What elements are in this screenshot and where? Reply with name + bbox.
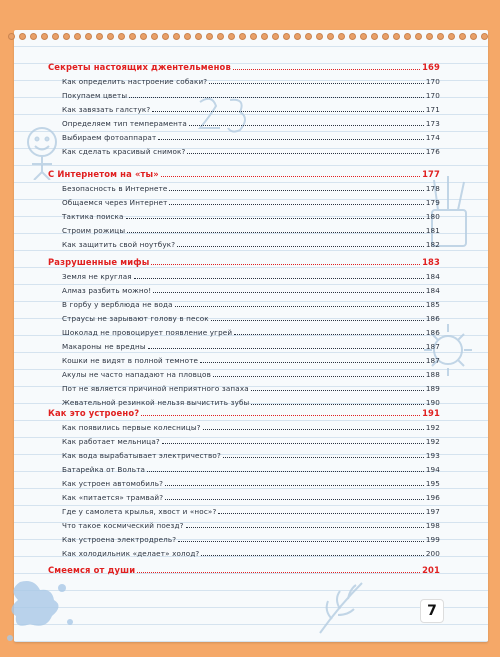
toc-entry[interactable] [48,544,440,558]
leader-dots [186,526,424,528]
binding-hole [52,33,59,40]
binding-hole [140,33,147,40]
toc-entry[interactable] [48,128,440,142]
toc-section-heading[interactable] [48,58,440,72]
binding-hole [74,33,81,40]
leader-dots [223,456,424,458]
binding-hole [338,33,345,40]
binding-hole [382,33,389,40]
entry-title: Как «питается» трамвай? [62,493,164,502]
leader-dots [165,484,424,486]
binding-hole [63,33,70,40]
leader-dots [213,375,424,377]
toc-entry[interactable] [48,502,440,516]
section-page: 191 [422,408,440,418]
section-page: 169 [422,62,440,72]
toc-entry[interactable] [48,530,440,544]
entry-title: Как устроена электродрель? [62,535,177,544]
leader-dots [137,571,420,573]
binding-hole [272,33,279,40]
binding-hole [294,33,301,40]
entry-title: Земля не круглая [62,272,132,281]
leader-dots [187,152,423,154]
entry-title: Что такое космический поезд? [62,521,184,530]
binding-hole [316,33,323,40]
toc-entry[interactable] [48,446,440,460]
entry-title: Как холодильник «делает» холод? [62,549,200,558]
binding-hole [305,33,312,40]
entry-page: 198 [425,521,440,530]
section-title: Разрушенные мифы [48,257,150,267]
entry-page: 173 [425,119,440,128]
entry-title: Безопасность в Интернете [62,184,168,193]
entry-page: 195 [425,479,440,488]
binding-hole [85,33,92,40]
toc-section-heading[interactable] [48,253,440,267]
toc-entry[interactable] [48,295,440,309]
toc-entry[interactable] [48,460,440,474]
leaf-doodle-icon [310,575,370,635]
binding-hole [327,33,334,40]
entry-title: Где у самолета крылья, хвост и «нос»? [62,507,217,516]
entry-page: 171 [425,105,440,114]
toc-entry[interactable] [48,100,440,114]
entry-title: Жевательной резинкой нельзя вычистить зубы [62,398,250,407]
section-page: 177 [422,169,440,179]
entry-page: 184 [425,272,440,281]
toc-entry[interactable] [48,309,440,323]
entry-title: Строим рожицы [62,226,126,235]
entry-title: Шоколад не провоцирует появление угрей [62,328,233,337]
toc-entry[interactable] [48,142,440,156]
binding-hole [173,33,180,40]
entry-page: 196 [425,493,440,502]
binding-hole [371,33,378,40]
leader-dots [151,263,420,265]
entry-title: Как работает мельница? [62,437,160,446]
binding-hole [217,33,224,40]
entry-title: Страусы не зарывают голову в песок [62,314,209,323]
section-page: 183 [422,257,440,267]
leader-dots [134,277,424,279]
binding-hole [415,33,422,40]
leader-dots [189,124,424,126]
leader-dots [175,305,424,307]
toc-entry[interactable] [48,193,440,207]
section-title: С Интернетом на «ты» [48,169,159,179]
entry-title: Выбираем фотоаппарат [62,133,157,142]
toc-entry[interactable] [48,418,440,432]
leader-dots [233,68,420,70]
entry-title: Как завязать галстук? [62,105,151,114]
entry-page: 199 [425,535,440,544]
entry-page: 187 [425,342,440,351]
page-number: 7 [420,599,444,623]
entry-title: Как определить настроение собаки? [62,77,208,86]
toc-section [48,165,440,249]
entry-page: 178 [425,184,440,193]
binding-hole [184,33,191,40]
binding-hole [470,33,477,40]
leader-dots [251,389,424,391]
leader-dots [147,470,424,472]
binding-hole [151,33,158,40]
binding-hole [239,33,246,40]
entry-page: 176 [425,147,440,156]
leader-dots [200,361,424,363]
section-title: Секреты настоящих джентельменов [48,62,231,72]
binding-hole [118,33,125,40]
binding-hole [107,33,114,40]
binding-hole [19,33,26,40]
entry-page: 182 [425,240,440,249]
entry-title: Как защитить свой ноутбук? [62,240,176,249]
section-title: Смеемся от души [48,565,136,575]
binding-hole [96,33,103,40]
leader-dots [141,414,420,416]
entry-title: Как появились первые колесницы? [62,423,201,432]
spiral-binding [8,33,492,43]
entry-title: Батарейка от Вольта [62,465,146,474]
entry-title: В горбу у верблюда не вода [62,300,173,309]
toc-section [48,404,440,558]
entry-page: 192 [425,423,440,432]
toc-entry[interactable] [48,488,440,502]
leader-dots [178,540,424,542]
toc-section [48,561,440,575]
binding-hole [41,33,48,40]
entry-title: Тактика поиска [62,212,124,221]
leader-dots [209,82,424,84]
entry-page: 186 [425,314,440,323]
binding-hole [404,33,411,40]
leader-dots [126,217,424,219]
section-page: 201 [422,565,440,575]
leader-dots [218,512,423,514]
binding-hole [283,33,290,40]
binding-hole [228,33,235,40]
leader-dots [234,333,424,335]
leader-dots [162,442,424,444]
entry-title: Акулы не часто нападают на пловцов [62,370,211,379]
entry-title: Пот не является причиной неприятного запаха [62,384,249,393]
entry-page: 188 [425,370,440,379]
entry-title: Общаемся через Интернет [62,198,168,207]
leader-dots [211,319,424,321]
entry-page: 185 [425,300,440,309]
entry-title: Определяем тип темперамента [62,119,187,128]
entry-page: 170 [425,77,440,86]
toc-entry[interactable] [48,72,440,86]
toc-entry[interactable] [48,337,440,351]
entry-title: Алмаз разбить можно! [62,286,152,295]
entry-title: Как устроен автомобиль? [62,479,164,488]
binding-hole [8,33,15,40]
toc-entry[interactable] [48,235,440,249]
entry-page: 180 [425,212,440,221]
leader-dots [158,138,424,140]
leader-dots [169,203,423,205]
binding-hole [206,33,213,40]
toc-entry[interactable] [48,432,440,446]
binding-hole [459,33,466,40]
toc-entry[interactable] [48,365,440,379]
leader-dots [148,347,424,349]
entry-page: 197 [425,507,440,516]
toc-section-heading[interactable] [48,404,440,418]
toc-entry[interactable] [48,516,440,530]
binding-hole [129,33,136,40]
binding-hole [261,33,268,40]
binding-hole [360,33,367,40]
entry-page: 181 [425,226,440,235]
entry-page: 174 [425,133,440,142]
toc-entry[interactable] [48,86,440,100]
binding-hole [448,33,455,40]
leader-dots [177,245,424,247]
toc-entry[interactable] [48,221,440,235]
leader-dots [165,498,424,500]
binding-hole [393,33,400,40]
toc-entry[interactable] [48,351,440,365]
binding-hole [481,33,488,40]
leader-dots [129,96,424,98]
entry-page: 170 [425,91,440,100]
entry-page: 189 [425,384,440,393]
binding-hole [349,33,356,40]
toc-section [48,58,440,156]
leader-dots [161,175,420,177]
entry-page: 187 [425,356,440,365]
entry-page: 200 [425,549,440,558]
toc-section-heading[interactable] [48,561,440,575]
leader-dots [201,554,423,556]
toc-entry[interactable] [48,114,440,128]
toc-entry[interactable] [48,323,440,337]
entry-title: Покупаем цветы [62,91,128,100]
entry-title: Как сделать красивый снимок? [62,147,186,156]
toc-entry[interactable] [48,474,440,488]
entry-page: 194 [425,465,440,474]
entry-title: Макароны не вредны [62,342,146,351]
entry-page: 192 [425,437,440,446]
section-title: Как это устроено? [48,408,140,418]
toc-entry[interactable] [48,179,440,193]
binding-hole [250,33,257,40]
entry-page: 184 [425,286,440,295]
entry-page: 193 [425,451,440,460]
toc-entry[interactable] [48,267,440,281]
binding-hole [30,33,37,40]
toc-section-heading[interactable] [48,165,440,179]
toc-section [48,253,440,407]
entry-page: 190 [425,398,440,407]
leader-dots [152,110,424,112]
leader-dots [127,231,424,233]
binding-hole [162,33,169,40]
toc-entry[interactable] [48,207,440,221]
entry-page: 186 [425,328,440,337]
leader-dots [153,291,424,293]
toc-entry[interactable] [48,379,440,393]
binding-hole [195,33,202,40]
entry-title: Как вода вырабатывает электричество? [62,451,221,460]
entry-page: 179 [425,198,440,207]
entry-title: Кошки не видят в полной темноте [62,356,199,365]
toc-entry[interactable] [48,281,440,295]
leader-dots [203,428,424,430]
binding-hole [437,33,444,40]
binding-hole [426,33,433,40]
leader-dots [169,189,423,191]
